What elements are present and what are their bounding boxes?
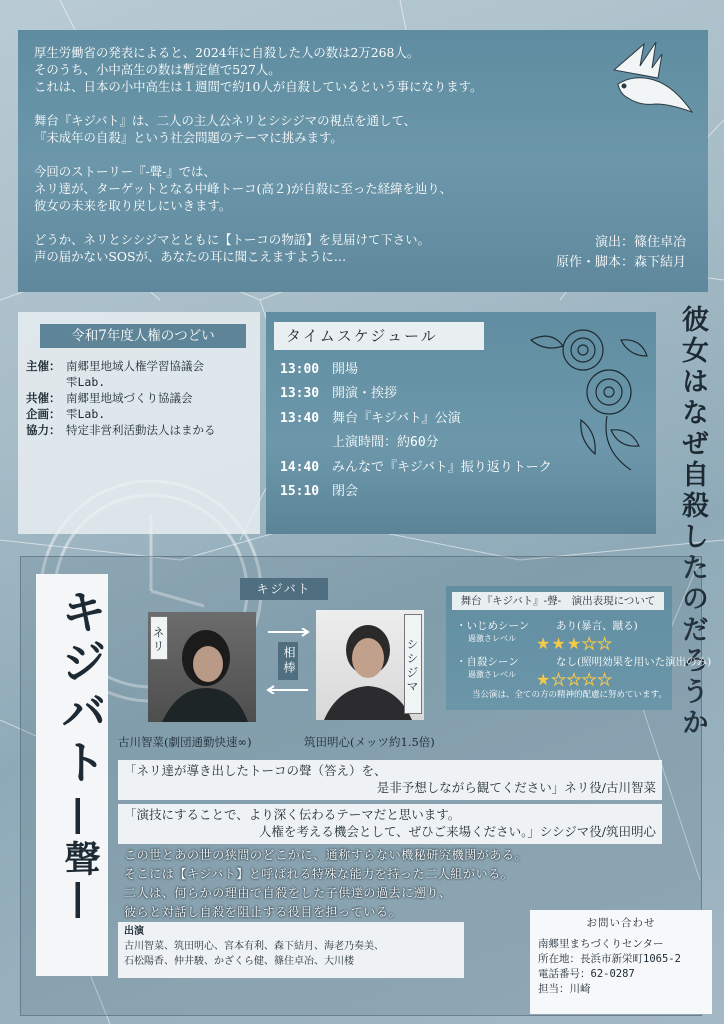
notice-title: 舞台『キジバト』-聲- 演出表現について <box>452 592 664 610</box>
schedule-panel <box>266 312 656 534</box>
neri-actor-name: 古川智菜(劇団通勤快速∞) <box>118 735 252 749</box>
play-subtitle: ―聲― <box>59 798 100 924</box>
cast-heading: 出演 <box>124 926 144 937</box>
event-title: 令和7年度人権のつどい <box>40 324 246 348</box>
shishijima-label: シシジマ <box>404 614 422 714</box>
organizer-row: 協力： 特定非営利活動法人はまかる <box>26 423 216 437</box>
intro-line: どうか、ネリとシシジマとともに【トーコの物語】を見届けて下さい。 <box>34 232 430 247</box>
notice-suicide-row: ・自殺シーン なし(照明効果を用いた演出のみ) 過激さレベル ★★★★★ <box>456 656 712 689</box>
contact-person: 担当：川崎 <box>538 983 591 995</box>
synopsis-line: この世とあの世の狭間のどこかに、通称すらない機秘研究機関がある。 <box>124 848 528 862</box>
schedule-row: 14:40 みんなで『キジバト』振り返りトーク <box>280 459 552 475</box>
schedule-row: 13:40 舞台『キジバト』公演 <box>280 410 461 426</box>
contact-box <box>530 910 712 1014</box>
synopsis-line: そこには【キジバト】と呼ばれる特殊な能力を持った二人組がいる。 <box>124 867 514 881</box>
neri-label: ネリ <box>150 616 168 660</box>
credits <box>556 233 686 273</box>
intro-line: ネリ達が、ターゲットとなる中峰トーコ(高２)が自殺に至った経緯を辿り、 <box>34 181 453 196</box>
contact-title: お問い合わせ <box>586 917 656 929</box>
contact-phone: 電話番号：62-0287 <box>538 968 635 980</box>
intro-panel <box>18 30 708 292</box>
star-empty-icon: ★ <box>597 670 613 689</box>
neri-actor-quote: 「ネリ達が導き出したトーコの聲（答え）を、 是非予想しながら観てください」ネリ役/古川智菜 <box>118 760 662 800</box>
schedule-row: 上演時間：約60分 <box>332 435 439 451</box>
organizer-row: 雫Lab. <box>66 375 106 389</box>
event-info-panel <box>18 312 260 534</box>
intro-line: 今回のストーリー『-聲-』では、 <box>34 164 216 179</box>
intro-line: 『未成年の自殺』という社会問題のテーマに挑みます。 <box>34 130 343 145</box>
schedule-title: タイムスケジュール <box>274 322 484 350</box>
intro-line: 舞台『キジバト』は、二人の主人公ネリとシシジマの視点を通して、 <box>34 113 417 128</box>
schedule-row: 15:10 閉会 <box>280 484 359 500</box>
notice-footer: 当公演は、全ての方の精神的配慮に努めています。 <box>472 690 667 700</box>
cast-line: 古川智菜、筑田明心、宮本有利、森下結月、海老乃奏美、 <box>124 941 384 952</box>
synopsis <box>124 846 527 922</box>
play-tag: キジバト <box>240 578 328 600</box>
star-empty-icon: ★ <box>551 670 567 689</box>
star-empty-icon: ★ <box>582 634 598 653</box>
shishijima-actor-quote: 「演技にすることで、より深く伝わるテーマだと思います。 人権を考える機会として、ぜひご来場ください。」シシジマ役/筑田明心 <box>118 804 662 844</box>
play-title: キジバト <box>54 588 108 788</box>
dove-icon <box>604 40 696 122</box>
credit-director: 演出：篠住卓冶 <box>594 235 686 250</box>
intro-line: 声の届かないSOSが、あなたの耳に聞こえますように… <box>34 249 347 264</box>
star-empty-icon: ★ <box>566 670 583 689</box>
schedule-row: 13:00 開場 <box>280 362 359 377</box>
shishijima-actor-name: 筑田明心(メッツ約1.5倍) <box>304 735 435 749</box>
intro-line: そのうち、小中高生の数は暫定値で527人。 <box>34 62 281 77</box>
severity-stars <box>536 670 613 689</box>
rose-illustration-icon <box>511 320 651 472</box>
content-notice-panel <box>446 586 712 710</box>
star-filled-icon: ★ <box>536 670 552 689</box>
intro-line: 厚生労働省の発表によると、2024年に自殺した人の数は2万268人。 <box>34 45 420 60</box>
contact-address: 所在地：長浜市新栄町1065-2 <box>538 953 681 965</box>
star-empty-icon: ★ <box>582 670 598 689</box>
synopsis-line: 二人は、何らかの理由で自殺をした子供達の過去に遡り、 <box>124 886 452 900</box>
event-organizers <box>26 358 216 438</box>
cast-line: 石松陽香、仲井駿、かざくら健、篠住卓冶、大川楼 <box>124 956 354 967</box>
intro-line: これは、日本の小中高生は１週間で約10人が自殺しているという事になります。 <box>34 79 483 94</box>
play-title-block <box>36 574 108 976</box>
organizer-row: 主催： 南郷里地域人権学習協議会 <box>26 359 204 373</box>
partner-label: 相棒 <box>278 642 298 680</box>
cast-list <box>118 922 464 978</box>
star-filled-icon: ★ <box>566 634 583 653</box>
organizer-row: 共催： 南郷里地域づくり協議会 <box>26 391 193 405</box>
contact-org: 南郷里まちづくりセンター <box>538 938 664 950</box>
star-empty-icon: ★ <box>597 634 613 653</box>
intro-line: 彼女の未来を取り戻しにいきます。 <box>34 198 232 213</box>
organizer-row: 企画： 雫Lab. <box>26 407 106 421</box>
severity-stars <box>536 634 613 653</box>
star-filled-icon: ★ <box>551 634 567 653</box>
notice-bullying-row: ・いじめシーン あり(暴言、蹴る) 過激さレベル ★★★★★ <box>456 620 638 653</box>
vertical-tagline: 彼女はなぜ自殺したのだろうか <box>677 305 708 739</box>
star-filled-icon: ★ <box>536 634 552 653</box>
schedule-row: 13:30 開演・挨拶 <box>280 386 398 402</box>
credit-writer: 原作・脚本：森下結月 <box>555 255 686 270</box>
partner-connector <box>264 628 312 694</box>
synopsis-line: 彼らと対話し自殺を阻止する役目を担っている。 <box>124 905 402 919</box>
